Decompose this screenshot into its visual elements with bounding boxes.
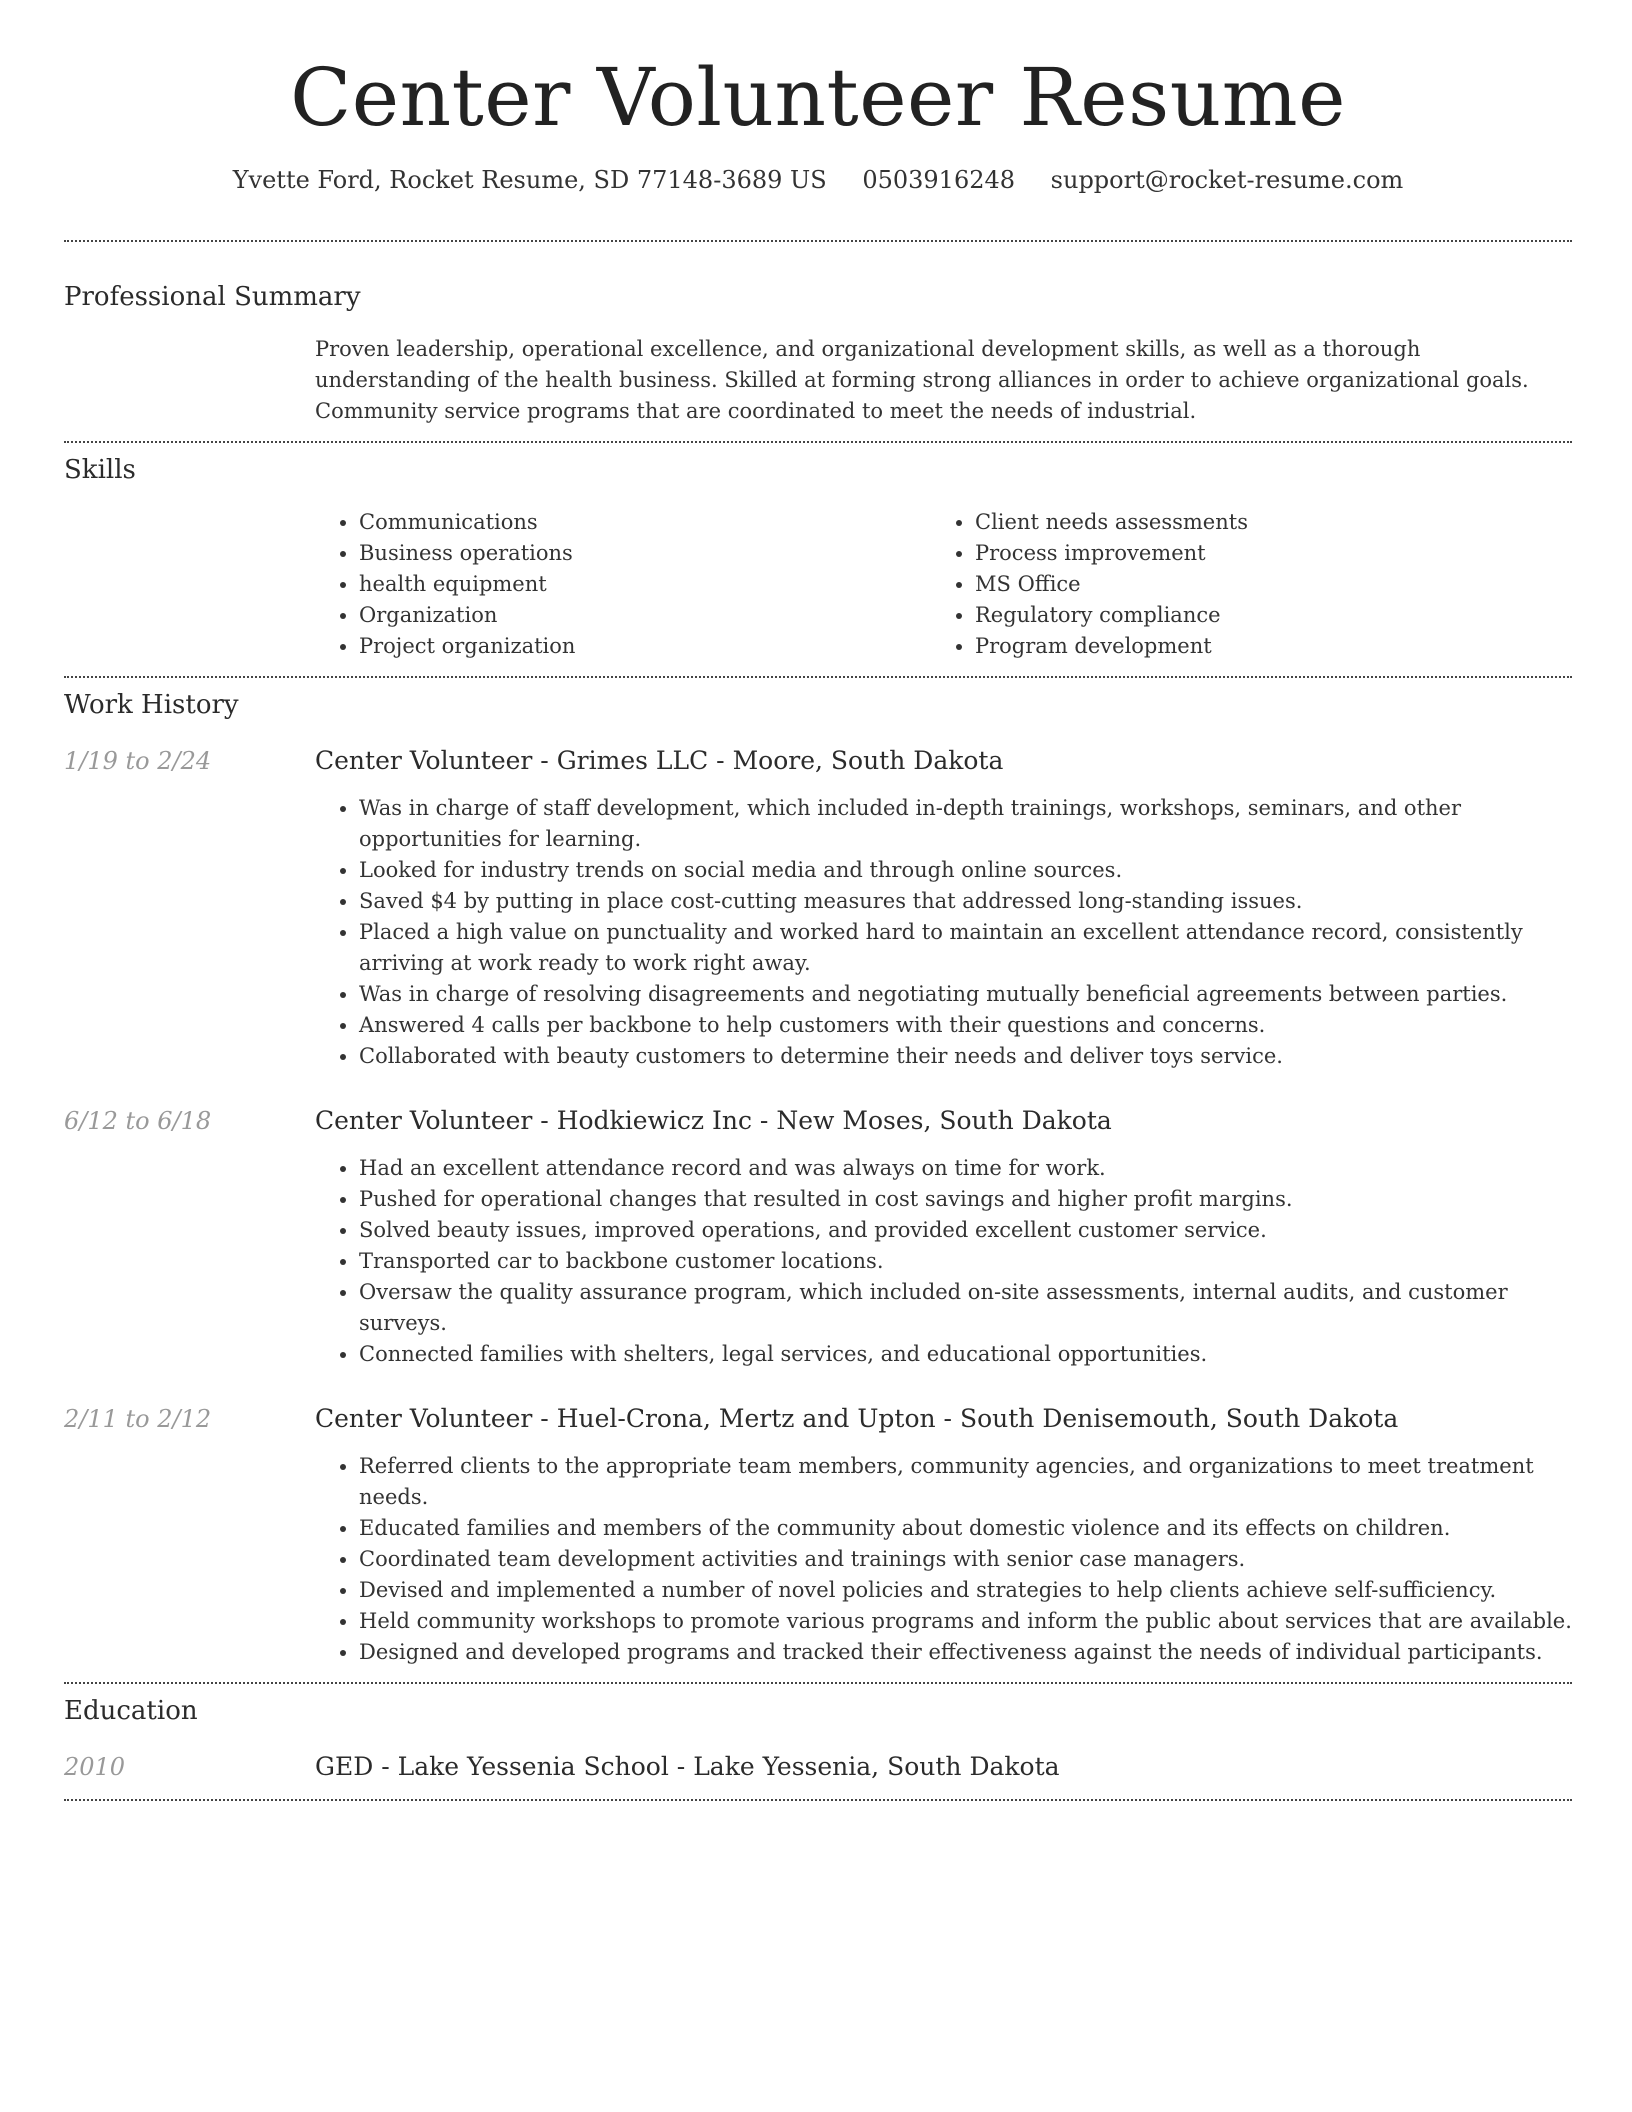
skill-item: • Business operations [359, 538, 931, 569]
education-entry [64, 1752, 1572, 1781]
job-entry [64, 1404, 1572, 1668]
skill-item: • MS Office [975, 569, 1547, 600]
contact-address: Yvette Ford, Rocket Resume, SD 77148-3689 US [232, 166, 827, 194]
contact-phone: 0503916248 [862, 166, 1016, 194]
resume-page [64, 0, 1572, 1801]
skill-item: • Regulatory compliance [975, 600, 1547, 631]
job-title: Center Volunteer - Huel-Crona, Mertz and Upton - South Denisemouth, South Dakota [315, 1404, 1399, 1433]
section-heading-skills: Skills [64, 455, 136, 485]
skill-item: • Client needs assessments [975, 507, 1547, 538]
job-bullet: • Answered 4 calls per backbone to help customers with their questions and concerns. [359, 1010, 1572, 1041]
job-dates: 2/11 to 2/12 [64, 1405, 212, 1433]
job-entry [64, 1106, 1572, 1370]
job-bullet: • Was in charge of resolving disagreements and negotiating mutually beneficial agreements between parties. [359, 979, 1572, 1010]
job-bullet: • Referred clients to the appropriate team members, community agencies, and organizations to meet treatment needs. [359, 1451, 1572, 1513]
job-bullet: • Pushed for operational changes that resulted in cost savings and higher profit margins. [359, 1184, 1572, 1215]
divider [64, 1799, 1572, 1801]
job-title: Center Volunteer - Hodkiewicz Inc - New Moses, South Dakota [315, 1106, 1112, 1135]
job-bullet: • Connected families with shelters, legal services, and educational opportunities. [359, 1339, 1572, 1370]
job-bullet: • Had an excellent attendance record and was always on time for work. [359, 1153, 1572, 1184]
job-bullet: • Saved $4 by putting in place cost-cutting measures that addressed long-standing issues. [359, 886, 1572, 917]
job-bullet: • Coordinated team development activities and trainings with senior case managers. [359, 1544, 1572, 1575]
education-section [64, 1684, 1572, 1781]
job-entry [64, 746, 1572, 1072]
contact-line [64, 166, 1572, 202]
section-heading-summary: Professional Summary [64, 282, 361, 312]
job-bullet: • Looked for industry trends on social media and through online sources. [359, 855, 1572, 886]
skill-item: • Program development [975, 631, 1547, 662]
job-bullet: • Solved beauty issues, improved operations, and provided excellent customer service. [359, 1215, 1572, 1246]
job-bullet: • Placed a high value on punctuality and worked hard to maintain an excellent attendance record, consistently arriving at work ready to work right away. [359, 917, 1572, 979]
resume-title: Center Volunteer Resume [290, 51, 1346, 144]
education-title: GED - Lake Yessenia School - Lake Yessenia, South Dakota [315, 1752, 1060, 1781]
skills-column-left [315, 507, 931, 662]
job-bullet: • Collaborated with beauty customers to determine their needs and deliver toys service. [359, 1041, 1572, 1072]
summary-section [64, 242, 1572, 427]
work-section [64, 678, 1572, 1668]
skill-item: • Communications [359, 507, 931, 538]
contact-email: support@rocket-resume.com [1050, 166, 1404, 194]
section-heading-education: Education [64, 1696, 198, 1726]
skill-item: • Project organization [359, 631, 931, 662]
job-dates: 1/19 to 2/24 [64, 747, 212, 775]
skill-item: • Organization [359, 600, 931, 631]
job-bullet: • Designed and developed programs and tracked their effectiveness against the needs of individual participants. [359, 1637, 1572, 1668]
skill-item: • health equipment [359, 569, 931, 600]
job-bullet: • Was in charge of staff development, which included in-depth trainings, workshops, seminars, and other opportunities for learning. [359, 793, 1572, 855]
summary-text: Proven leadership, operational excellence, and organizational development skills, as well as a thorough understanding of the health business. Skilled at forming strong alliances in order to achieve organizational goals. Community service programs that are coordinated to meet the needs of industrial. [315, 337, 1529, 423]
job-dates: 6/12 to 6/18 [64, 1107, 212, 1135]
job-title: Center Volunteer - Grimes LLC - Moore, South Dakota [315, 746, 1004, 775]
skills-column-right [931, 507, 1547, 662]
section-heading-work: Work History [64, 690, 239, 720]
job-bullet: • Transported car to backbone customer locations. [359, 1246, 1572, 1277]
education-dates: 2010 [64, 1753, 126, 1781]
skill-item: • Process improvement [975, 538, 1547, 569]
job-bullet: • Devised and implemented a number of novel policies and strategies to help clients achieve self-sufficiency. [359, 1575, 1572, 1606]
job-bullet: • Oversaw the quality assurance program, which included on-site assessments, internal audits, and customer surveys. [359, 1277, 1572, 1339]
skills-section [64, 443, 1572, 662]
job-bullet: • Educated families and members of the community about domestic violence and its effects on children. [359, 1513, 1572, 1544]
job-bullet: • Held community workshops to promote various programs and inform the public about services that are available. [359, 1606, 1572, 1637]
